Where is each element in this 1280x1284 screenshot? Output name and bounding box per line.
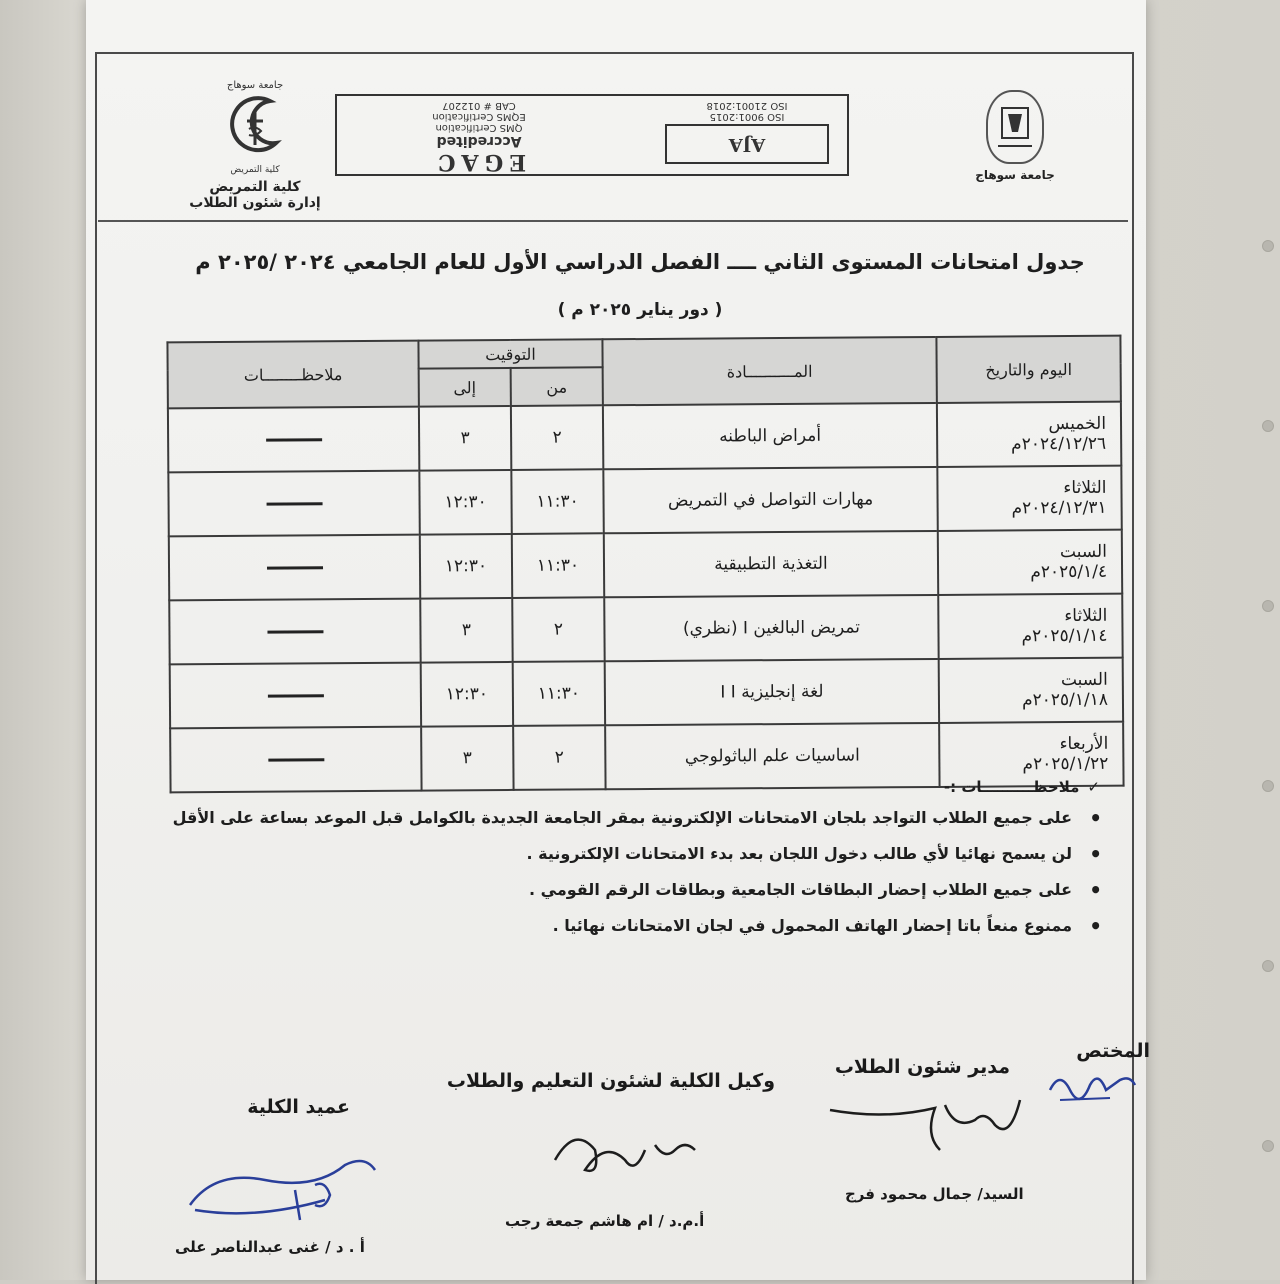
iso-line1: ISO 9001:2015 — [709, 111, 785, 122]
empty-dash — [268, 758, 324, 761]
date: ٢٠٢٥/١/١٨م — [1021, 689, 1109, 711]
list-item: • ممنوع منعاً باتا إحضار الهاتف المحمول في لجان الامتحانات نهائيا . — [150, 912, 1110, 940]
day: الخميس — [1048, 413, 1107, 435]
table-row — [169, 594, 1122, 665]
faculty-logo-top-text: جامعة سوهاج — [226, 80, 284, 91]
egac-line3: EQMS Certification — [432, 111, 526, 122]
to-cell: ٣ — [421, 726, 513, 791]
date: ٢٠٢٥/١/٤م — [1030, 561, 1108, 583]
day-date-cell — [938, 530, 1122, 595]
vice-dean-name: أ.م.د / ام هاشم جمعة رجب — [505, 1212, 705, 1230]
to-cell: ٣ — [419, 406, 511, 471]
from-cell: ١١:٣٠ — [511, 469, 603, 534]
exam-schedule-table — [166, 335, 1124, 794]
dean-title: عميد الكلية — [247, 1096, 350, 1118]
notes-section — [150, 778, 1110, 942]
day: الثلاثاء — [1063, 477, 1107, 499]
to-cell: ٣ — [420, 598, 512, 663]
certification-box — [335, 94, 849, 176]
day: السبت — [1059, 541, 1107, 563]
iso-certification — [657, 100, 837, 170]
subject-cell: أمراض الباطنه — [603, 403, 937, 469]
list-item: • لن يسمح نهائيا لأي طالب دخول اللجان بعد بدء الامتحانات الإلكترونية . — [150, 840, 1110, 868]
subject-cell: مهارات التواصل في التمريض — [603, 467, 937, 533]
from-cell: ٢ — [511, 405, 603, 470]
egac-line2: QMS Certification — [435, 122, 523, 133]
header-from: من — [511, 367, 603, 406]
student-affairs-title: مدير شئون الطلاب — [834, 1056, 1010, 1078]
document-subtitle: ( دور يناير ٢٠٢٥ م ) — [557, 300, 723, 320]
student-affairs-signature — [825, 1090, 1035, 1160]
subject-cell: اساسيات علم الباثولوجي — [605, 723, 939, 789]
subject-cell: التغذية التطبيقية — [604, 531, 938, 597]
header-timing: التوقيت — [418, 339, 602, 368]
date: ٢٠٢٤/١٢/٣١م — [1011, 497, 1107, 519]
notes-cell — [169, 535, 420, 601]
vice-dean-title: وكيل الكلية لشئون التعليم والطلاب — [446, 1070, 775, 1092]
from-cell: ١١:٣٠ — [513, 661, 605, 726]
table-row — [170, 658, 1123, 729]
day-date-cell — [937, 402, 1121, 467]
notes-cell — [170, 663, 421, 729]
to-cell: ١٢:٣٠ — [421, 662, 513, 727]
empty-dash — [267, 694, 323, 697]
empty-dash — [266, 438, 322, 441]
egac-line4: CAB # 012207 — [442, 100, 516, 111]
table-row — [168, 466, 1121, 537]
header-subject: المــــــــــادة — [602, 337, 936, 405]
department-name: إدارة شئون الطلاب — [189, 195, 321, 211]
iso-line2: ISO 21001:2018 — [706, 100, 788, 111]
header-notes: ملاحظــــــــات — [167, 341, 418, 409]
notes-cell — [168, 471, 419, 537]
aja-logo: AJA — [665, 124, 829, 164]
faculty-logo-icon — [220, 91, 290, 171]
faculty-header — [175, 80, 335, 211]
notes-heading — [150, 778, 1100, 796]
specialist-title: المختص — [1076, 1040, 1150, 1062]
checkmark-icon: ✓ — [1087, 778, 1100, 796]
table-row — [168, 402, 1121, 473]
student-affairs-name: السيد/ جمال محمود فرج — [845, 1185, 1024, 1203]
to-cell: ١٢:٣٠ — [420, 534, 512, 599]
list-item: • على جميع الطلاب إحضار البطاقات الجامعية وبطاقات الرقم القومي . — [150, 876, 1110, 904]
faculty-name: كلية التمريض — [209, 179, 301, 195]
from-cell: ٢ — [513, 725, 605, 790]
university-header — [960, 90, 1070, 182]
egac-brand: EGAC — [431, 149, 527, 175]
faculty-logo-bottom-text: كلية التمريض — [230, 165, 280, 175]
day: الأربعاء — [1059, 733, 1109, 755]
university-name: جامعة سوهاج — [975, 168, 1055, 182]
from-cell: ١١:٣٠ — [512, 533, 604, 598]
empty-dash — [267, 630, 323, 633]
vice-dean-signature — [545, 1120, 705, 1190]
day: الثلاثاء — [1064, 605, 1108, 627]
empty-dash — [267, 566, 323, 569]
day-date-cell — [938, 594, 1122, 659]
subject-cell: لغة إنجليزية I I — [605, 659, 939, 725]
to-cell: ١٢:٣٠ — [419, 470, 511, 535]
from-cell: ٢ — [512, 597, 604, 662]
dean-name: أ . د / غنى عبدالناصر على — [175, 1238, 365, 1256]
day-date-cell — [939, 658, 1123, 723]
subject-cell: تمريض البالغين I (نظري) — [604, 595, 938, 661]
header-to: إلى — [419, 368, 511, 407]
dean-signature — [175, 1150, 395, 1230]
egac-certification — [349, 100, 609, 175]
header-divider — [98, 220, 1128, 222]
table-row — [169, 530, 1122, 601]
day: السبت — [1060, 669, 1108, 691]
date: ٢٠٢٥/١/٢٢م — [1022, 753, 1109, 775]
notes-cell — [169, 599, 420, 665]
date: ٢٠٢٥/١/١٤م — [1021, 625, 1108, 647]
egac-line1: Accredited — [436, 133, 522, 149]
document-title: جدول امتحانات المستوى الثاني ــــ الفصل الدراسي الأول للعام الجامعي ٢٠٢٤ /٢٠٢٥ م — [195, 250, 1085, 274]
university-logo-icon — [986, 90, 1044, 164]
notes-cell — [168, 407, 419, 473]
notes-heading-text: ملاحظــــــــــات :- — [943, 778, 1080, 796]
empty-dash — [266, 502, 322, 505]
notes-list — [150, 804, 1110, 940]
day-date-cell — [937, 466, 1121, 531]
date: ٢٠٢٤/١٢/٢٦م — [1011, 433, 1107, 455]
list-item: • على جميع الطلاب التواجد بلجان الامتحانات الإلكترونية بمقر الجامعة الجديدة بالكوامل قبل الموعد بساعة على الأقل — [150, 804, 1110, 832]
specialist-signature — [1040, 1060, 1140, 1120]
header-day-date: اليوم والتاريخ — [936, 336, 1120, 403]
